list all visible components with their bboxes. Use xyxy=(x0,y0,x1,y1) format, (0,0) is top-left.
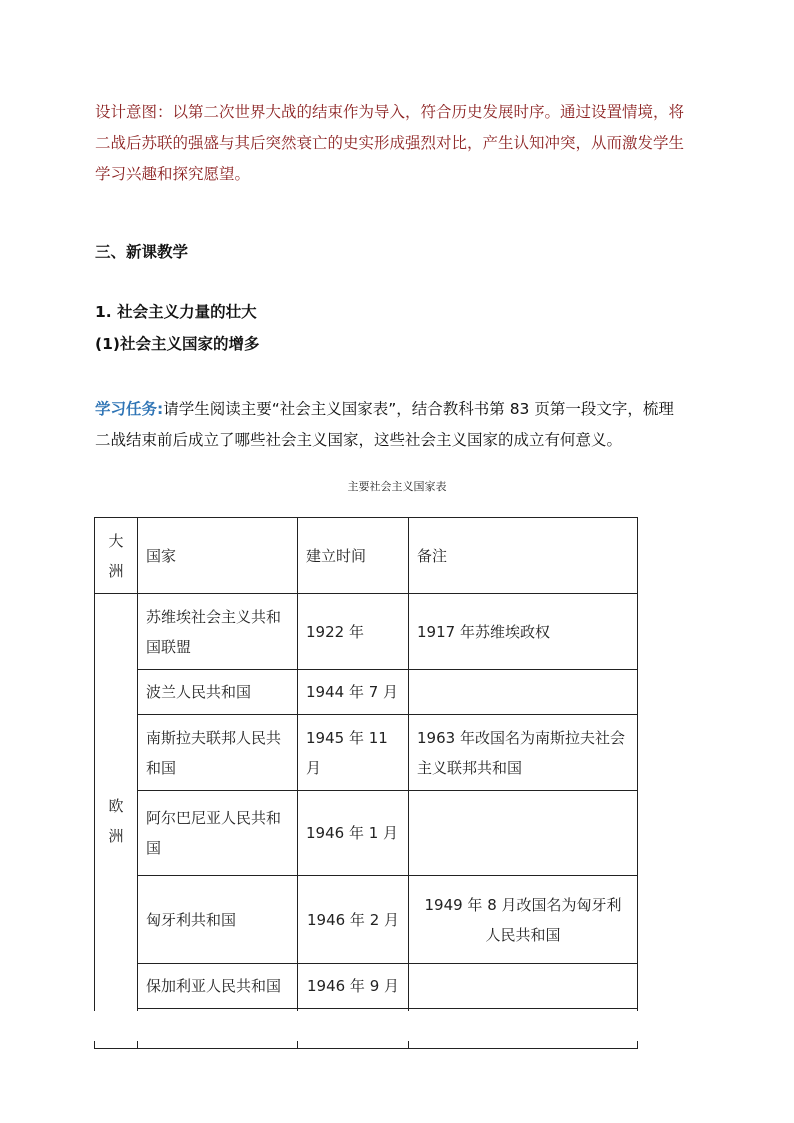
date-cell: 1922 年 xyxy=(298,594,409,670)
header-date: 建立时间 xyxy=(298,518,409,594)
date-cell: 1946 年 1 月 xyxy=(298,791,409,876)
table-row xyxy=(95,791,638,876)
table-row xyxy=(95,594,638,670)
design-intent-paragraph xyxy=(95,97,707,190)
table-header-row xyxy=(95,518,638,594)
country-cell: 苏维埃社会主义共和国联盟 xyxy=(138,594,298,670)
date-cell: 1945 年 11 月 xyxy=(298,715,409,791)
page-bottom-mask xyxy=(92,1011,652,1041)
note-cell xyxy=(409,670,638,715)
subheading-countries: (1)社会主义国家的增多 xyxy=(95,335,260,353)
header-note: 备注 xyxy=(409,518,638,594)
note-cell xyxy=(409,791,638,876)
socialist-countries-table xyxy=(94,517,638,1049)
country-cell: 南斯拉夫联邦人民共和国 xyxy=(138,715,298,791)
continent-europe-cell: 欧洲 xyxy=(95,594,138,1049)
table-row xyxy=(95,715,638,791)
design-intent-line: 设计意图：以第二次世界大战的结束作为导入，符合历史发展时序。通过设置情境，将 xyxy=(95,103,685,121)
country-cell: 波兰人民共和国 xyxy=(138,670,298,715)
note-cell xyxy=(409,964,638,1009)
country-cell: 阿尔巴尼亚人民共和国 xyxy=(138,791,298,876)
learning-task-line: 二战结束前后成立了哪些社会主义国家，这些社会主义国家的成立有何意义。 xyxy=(95,431,623,449)
table-row xyxy=(95,876,638,964)
note-cell: 1949 年 8 月改国名为匈牙利人民共和国 xyxy=(409,876,638,964)
country-cell: 保加利亚人民共和国 xyxy=(138,964,298,1009)
learning-task-line xyxy=(95,394,707,425)
section-heading: 三、新课教学 xyxy=(95,243,189,261)
table-row xyxy=(95,670,638,715)
note-cell: 1917 年苏维埃政权 xyxy=(409,594,638,670)
date-cell: 1946 年 2 月 xyxy=(298,876,409,964)
learning-task-text: 请学生阅读主要“社会主义国家表”，结合教科书第 83 页第一段文字，梳理 xyxy=(163,400,674,418)
table-caption: 主要社会主义国家表 xyxy=(347,480,447,493)
subheading-strength: 1. 社会主义力量的壮大 xyxy=(95,303,257,321)
date-cell: 1946 年 9 月 xyxy=(298,964,409,1009)
learning-task-label: 学习任务: xyxy=(95,400,164,418)
note-cell: 1963 年改国名为南斯拉夫社会主义联邦共和国 xyxy=(409,715,638,791)
header-continent: 大洲 xyxy=(95,518,138,594)
date-cell: 1944 年 7 月 xyxy=(298,670,409,715)
country-cell: 匈牙利共和国 xyxy=(138,876,298,964)
header-country: 国家 xyxy=(138,518,298,594)
learning-task xyxy=(95,394,707,456)
table-row xyxy=(95,964,638,1009)
design-intent-line: 学习兴趣和探究愿望。 xyxy=(95,165,251,183)
design-intent-line: 二战后苏联的强盛与其后突然衰亡的史实形成强烈对比，产生认知冲突，从而激发学生 xyxy=(95,134,685,152)
